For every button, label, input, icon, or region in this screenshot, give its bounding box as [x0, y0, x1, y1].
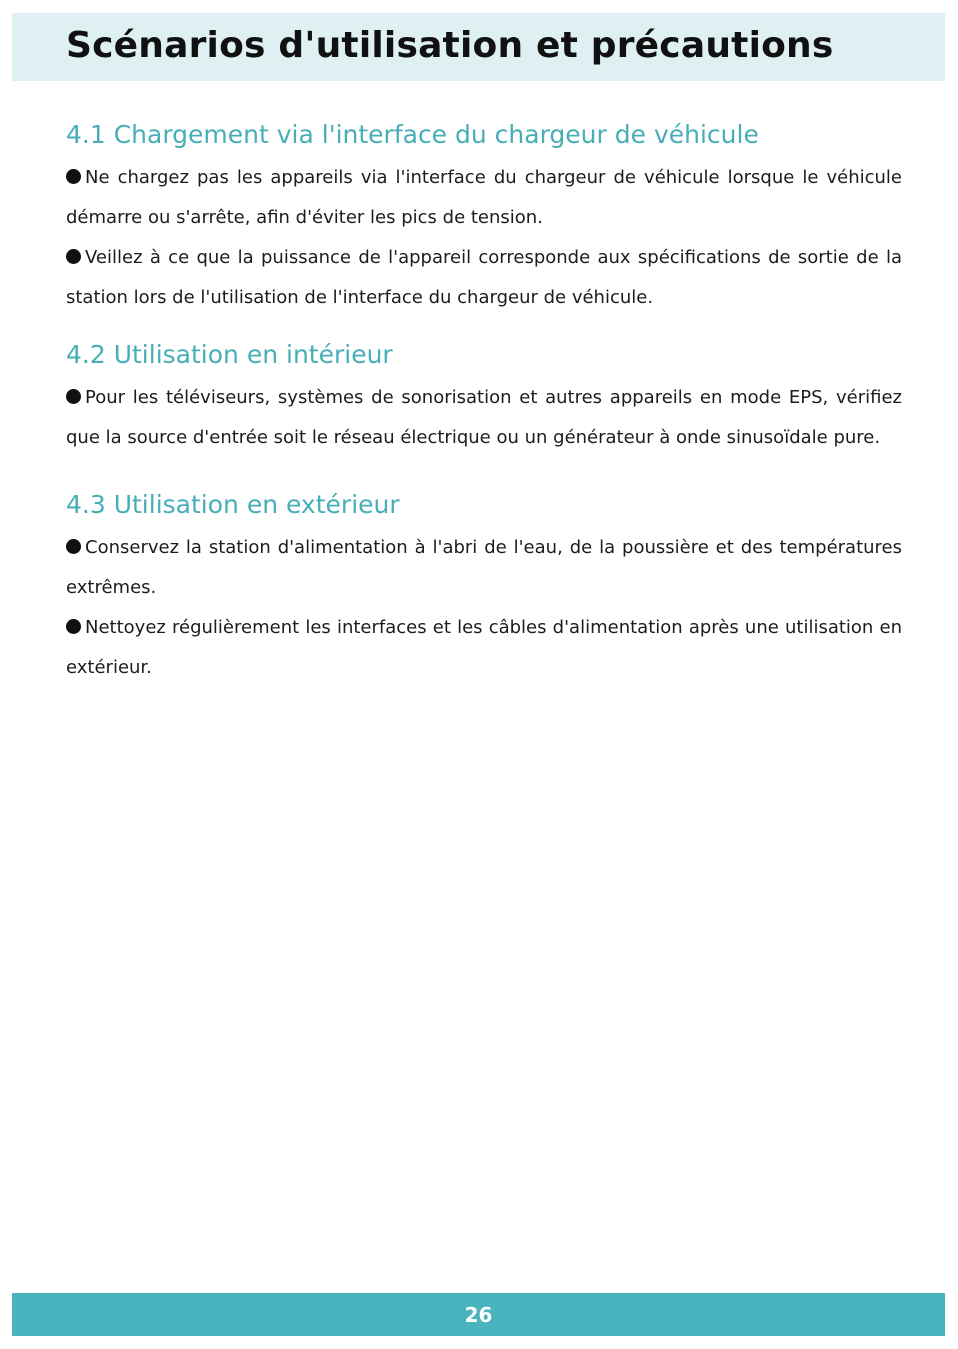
- bullet-item: [66, 608, 902, 688]
- bullet-text: Pour les téléviseurs, systèmes de sonorisation et autres appareils en mode EPS, vérifiez que la source d'entrée soit le réseau électrique ou un générateur à onde sinusoïdale pure.: [66, 387, 902, 448]
- bullet-text: Ne chargez pas les appareils via l'interface du chargeur de véhicule lorsque le véhicule démarre ou s'arrête, afin d'éviter les pics de tension.: [66, 167, 902, 228]
- bullet-dot-icon: [66, 169, 81, 184]
- bullet-dot-icon: [66, 539, 81, 554]
- section-4-2: [66, 332, 902, 458]
- bullet-item: [66, 238, 902, 318]
- page-number: 26: [464, 1302, 493, 1327]
- bullet-item: [66, 158, 902, 238]
- section-heading: 4.2 Utilisation en intérieur: [66, 340, 393, 369]
- bullet-text: Conservez la station d'alimentation à l'abri de l'eau, de la poussière et des températures extrêmes.: [66, 537, 902, 598]
- section-heading: 4.1 Chargement via l'interface du chargeur de véhicule: [66, 120, 759, 149]
- bullet-dot-icon: [66, 619, 81, 634]
- bullet-text: Veillez à ce que la puissance de l'appareil corresponde aux spécifications de sortie de la station lors de l'utilisation de l'interface du chargeur de véhicule.: [66, 247, 902, 308]
- section-4-1: [66, 112, 902, 318]
- page-title: Scénarios d'utilisation et précautions: [66, 25, 834, 66]
- bullet-dot-icon: [66, 249, 81, 264]
- section-4-3: [66, 482, 902, 688]
- bullet-text: Nettoyez régulièrement les interfaces et les câbles d'alimentation après une utilisation en extérieur.: [66, 617, 902, 678]
- bullet-dot-icon: [66, 389, 81, 404]
- header-band: [12, 13, 945, 81]
- bullet-item: [66, 378, 902, 458]
- footer-band: [12, 1293, 945, 1336]
- bullet-item: [66, 528, 902, 608]
- main-content: [66, 112, 902, 688]
- section-heading: 4.3 Utilisation en extérieur: [66, 490, 400, 519]
